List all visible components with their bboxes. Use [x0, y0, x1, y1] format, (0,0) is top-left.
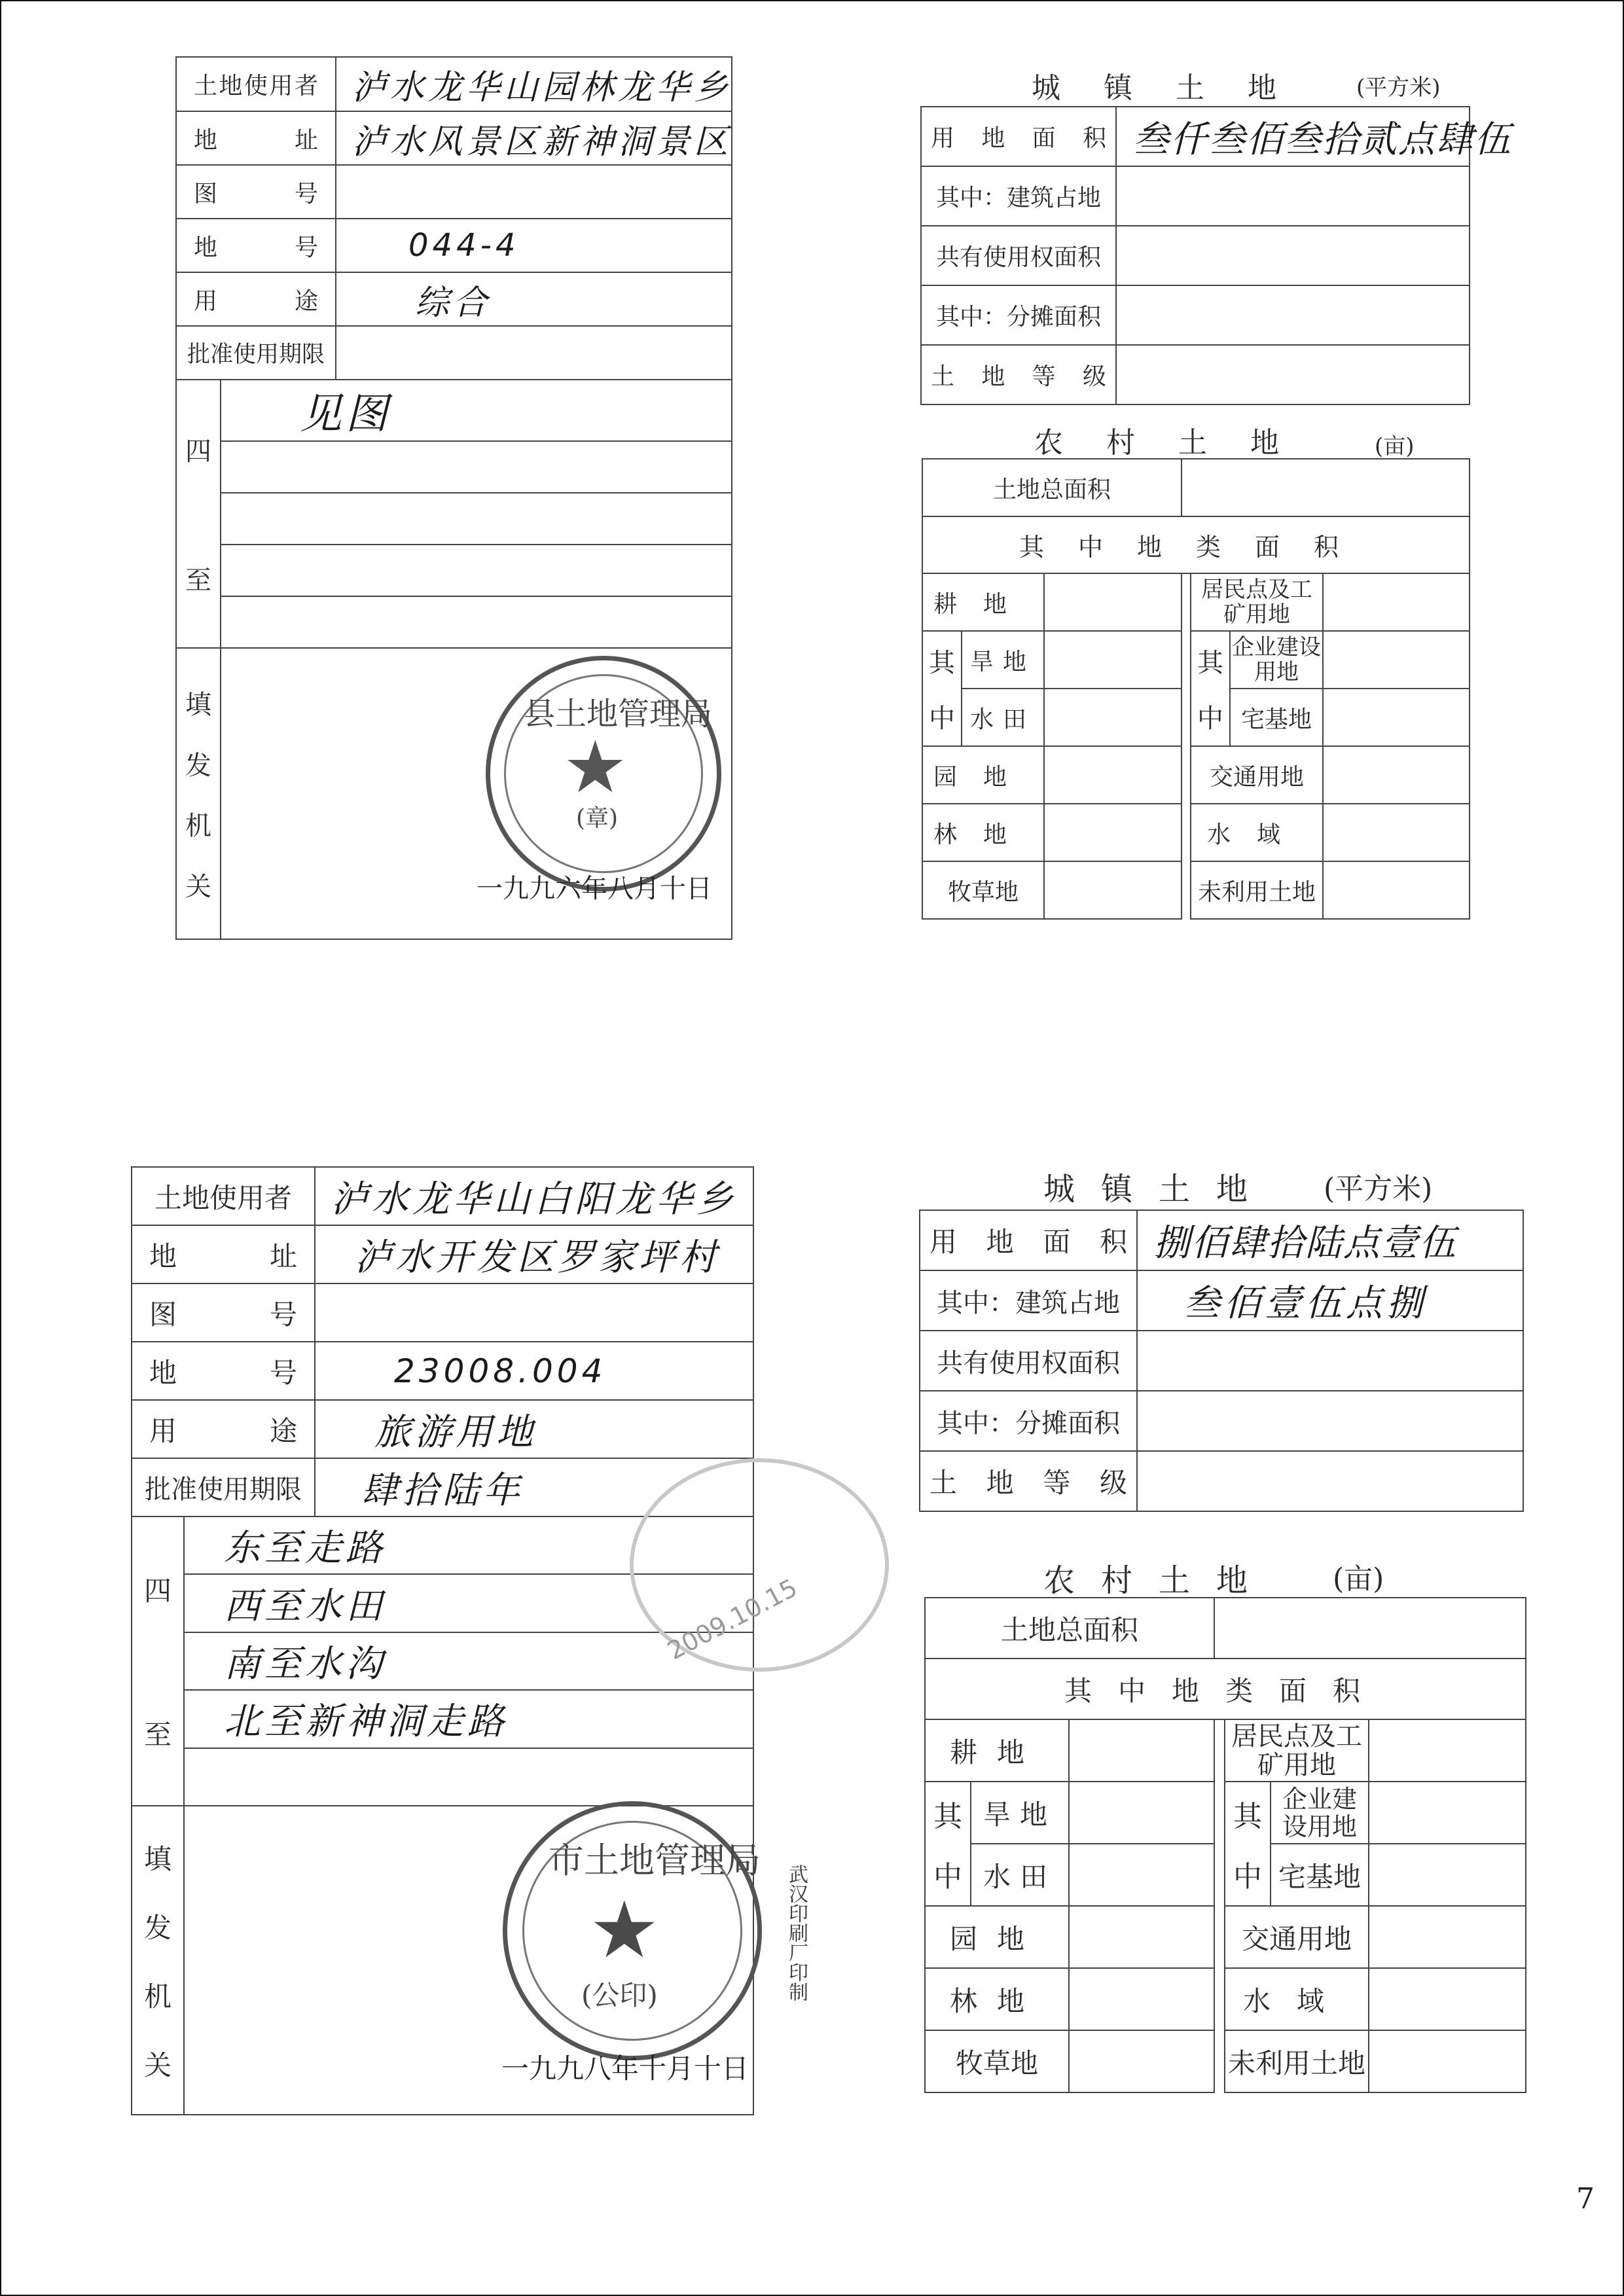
- form1-urban-row-2-label: 其中：建筑占地: [921, 166, 1116, 226]
- form1-urban-row-4-label: 其中：分摊面积: [921, 285, 1116, 345]
- form1-rural-pasture-label: 牧草地: [922, 861, 1044, 919]
- form1-address-value: 泸水风景区新神洞景区: [352, 122, 732, 162]
- form1-urban-row-5-label: 土地等级: [921, 345, 1116, 404]
- form2-rural-category-header: 其中地类面积: [925, 1659, 1526, 1719]
- form2-seal-text: 市土地管理局: [549, 1840, 761, 1881]
- form2-rural-total-label: 土地总面积: [925, 1598, 1214, 1659]
- form1-rural-grid: [922, 458, 1470, 920]
- form1-rural-unit: (亩): [1375, 433, 1415, 459]
- form1-rural-enterprise-label: 企业建设用地: [1230, 631, 1323, 689]
- form2-urban-title: 城镇土地: [1043, 1171, 1274, 1208]
- form1-rural-garden-label: 园地: [922, 746, 1044, 804]
- form2-rural-enterprise-value: [1369, 1782, 1526, 1844]
- form1-rural-divider: [1182, 573, 1191, 919]
- printer-credit: 武汉印刷厂印制: [785, 1864, 808, 2001]
- form1-lot-no-value: 044-4: [408, 227, 520, 264]
- form2-boundary-label: [132, 1516, 184, 1806]
- form1-urban-row-1-value: 叁仟叁佰叁拾贰点肆伍: [1132, 118, 1512, 161]
- form2-urban-table: [919, 1210, 1524, 1512]
- form1-boundary-char-1: 四: [185, 436, 211, 467]
- form1-rural-forest-value: [1044, 804, 1182, 861]
- form2-rural-title: 农村土地: [1043, 1562, 1274, 1599]
- form2-issue-date: 一九九八年十月十日: [501, 2053, 749, 2085]
- form2-urban-unit: (平方米): [1324, 1172, 1433, 1206]
- form1-boundary-label: [176, 380, 221, 648]
- form1-rural-title: 农村土地: [1034, 426, 1322, 459]
- form2-rural-unused-value: [1369, 2030, 1526, 2092]
- form2-rural-pasture-label: 牧草地: [925, 2030, 1069, 2092]
- form2-rural-residential-label: 居民点及工矿用地: [1225, 1719, 1369, 1782]
- form1-rural-water-label: 水域: [1191, 804, 1323, 861]
- form2-map-no-label: 图号: [132, 1283, 315, 1342]
- form2-rural-residential-value: [1369, 1719, 1526, 1782]
- form2-rural-right-qizhong: [1225, 1782, 1271, 1906]
- form2-urban-row-2-value: 叁佰壹伍点捌: [1183, 1282, 1427, 1325]
- form1-boundary-char-2: 至: [185, 565, 211, 596]
- form1-urban-table: [920, 106, 1512, 405]
- form1-rural-right-zhong: 中: [1197, 704, 1223, 734]
- form1-rural-homestead-value: [1323, 689, 1470, 746]
- form2-address-label: 地址: [132, 1225, 315, 1283]
- form2-rural-pasture-value: [1069, 2030, 1214, 2092]
- form1-seal-center: (章): [576, 805, 619, 832]
- form2-rural-cultivated-value: [1069, 1719, 1214, 1782]
- form2-rural-left-zhong: 中: [933, 1860, 962, 1894]
- form2-issuer-char-1: 填: [143, 1842, 171, 1875]
- form1-issue-date: 一九九六年八月十日: [477, 874, 712, 904]
- form2-period-value: 肆拾陆年: [361, 1469, 524, 1512]
- form1-rural-paddy-label: 水田: [962, 689, 1044, 746]
- form2-rural-divider: [1214, 1719, 1225, 2092]
- form1-issuer-char-1: 填: [185, 690, 211, 721]
- form1-rural-cultivated-value: [1044, 573, 1182, 631]
- form1-rural-residential-label: 居民点及工矿用地: [1191, 573, 1323, 631]
- form2-urban-row-5-label: 土地等级: [920, 1451, 1137, 1511]
- form2-boundary-char-2: 至: [143, 1719, 171, 1751]
- form1-issuer-label: [176, 648, 221, 939]
- form2-rural-right-zhong: 中: [1233, 1860, 1262, 1894]
- form1-urban-title: 城镇土地: [1032, 71, 1320, 105]
- form1-rural-pasture-value: [1044, 861, 1182, 919]
- form1-user-label: 土地使用者: [176, 57, 336, 111]
- form2-urban-row-4-label: 其中：分摊面积: [920, 1391, 1137, 1451]
- form1-user-value: 泸水龙华山园林龙华乡: [352, 68, 732, 107]
- form1-rural-residential-value: [1323, 573, 1470, 631]
- form2-rural-garden-label: 园地: [925, 1906, 1069, 1968]
- form1-rural-total-label: 土地总面积: [922, 459, 1182, 516]
- form1-address-label: 地址: [176, 111, 336, 165]
- form1-rural-forest-label: 林地: [922, 804, 1044, 861]
- form2-boundary-line-1: 东至走路: [224, 1527, 386, 1570]
- form1-boundary-line-1: 见图: [300, 390, 391, 439]
- form2-rural-homestead-value: [1369, 1844, 1526, 1906]
- form2-rural-paddy-label: 水田: [971, 1844, 1069, 1906]
- form1-rural-cultivated-label: 耕地: [922, 573, 1044, 631]
- page-number: 7: [1576, 2182, 1595, 2215]
- form2-rural-right-qi: 其: [1233, 1799, 1262, 1833]
- form2-urban-row-2-label: 其中：建筑占地: [920, 1270, 1137, 1331]
- form2-rural-grid: [924, 1597, 1526, 2093]
- form2-boundary-line-2: 西至水田: [224, 1585, 386, 1628]
- form2-period-label: 批准使用期限: [132, 1458, 315, 1516]
- form2-rural-garden-value: [1069, 1906, 1214, 1968]
- form2-rural-homestead-label: 宅基地: [1271, 1844, 1369, 1906]
- form2-rural-left-qizhong: [925, 1782, 971, 1906]
- form2-lot-no-value: 23008.004: [394, 1352, 607, 1390]
- form2-issuer-char-3: 机: [143, 1980, 171, 2013]
- form1-rural-right-qizhong: [1191, 631, 1230, 746]
- form2-address-value: 泸水开发区罗家坪村: [355, 1236, 721, 1279]
- form1-urban-row-3-label: 共有使用权面积: [921, 226, 1116, 285]
- form2-rural-dry-value: [1069, 1782, 1214, 1844]
- form1-rural-transport-value: [1323, 746, 1470, 804]
- form2-rural-transport-value: [1369, 1906, 1526, 1968]
- form2-use-value: 旅游用地: [374, 1410, 537, 1454]
- form2-rural-forest-value: [1069, 1968, 1214, 2030]
- form1-rural-dry-value: [1044, 631, 1182, 689]
- form2-boundary-line-3: 南至水沟: [224, 1642, 386, 1685]
- form2-lot-no-label: 地号: [132, 1342, 315, 1400]
- form1-rural-homestead-label: 宅基地: [1230, 689, 1323, 746]
- form2-issuer-char-2: 发: [143, 1911, 171, 1944]
- form1-map-no-label: 图号: [176, 165, 336, 219]
- form2-rural-paddy-value: [1069, 1844, 1214, 1906]
- form2-issuer-char-4: 关: [143, 2049, 171, 2081]
- form2-boundary-line-4: 北至新神洞走路: [224, 1700, 508, 1744]
- form1-seal-text: 县土地管理局: [524, 696, 713, 732]
- form2-rural-left-qi: 其: [933, 1799, 962, 1833]
- form1-issuer-char-4: 关: [185, 871, 211, 902]
- form2-rural-cultivated-label: 耕地: [925, 1719, 1069, 1782]
- form1-rural-left-qi: 其: [929, 648, 955, 678]
- form2-rural-unit: (亩): [1333, 1562, 1384, 1596]
- form2-seal-center: (公印): [581, 1979, 658, 2011]
- form1-rural-unused-label: 未利用土地: [1191, 861, 1323, 919]
- form1-rural-total-value: [1182, 459, 1470, 516]
- form1-urban-row-1-label: 用地面积: [921, 107, 1116, 166]
- form2-boundary-char-1: 四: [143, 1575, 171, 1607]
- form1-use-label: 用途: [176, 272, 336, 326]
- form1-rural-dry-label: 旱地: [962, 631, 1044, 689]
- form2-rural-total-value: [1214, 1598, 1526, 1659]
- form1-period-label: 批准使用期限: [176, 326, 336, 380]
- form1-use-value: 综合: [415, 283, 492, 323]
- form2-faded-seal-date: 2009.10.15: [662, 1573, 803, 1666]
- form2-issuer-label: [132, 1806, 184, 2115]
- form2-urban-row-1-value: 捌佰肆拾陆点壹伍: [1153, 1222, 1457, 1265]
- form2-user-label: 土地使用者: [132, 1167, 315, 1225]
- form2-rural-dry-label: 旱地: [971, 1782, 1069, 1844]
- form1-issuer-char-2: 发: [185, 750, 211, 781]
- form1-rural-unused-value: [1323, 861, 1470, 919]
- form1-rural-left-qizhong: [922, 631, 962, 746]
- form2-user-value: 泸水龙华山白阳龙华乡: [331, 1177, 738, 1221]
- form1-rural-enterprise-value: [1323, 631, 1470, 689]
- form1-rural-left-zhong: 中: [929, 704, 955, 734]
- form2-rural-water-value: [1369, 1968, 1526, 2030]
- form1-seal-star-icon: ★: [563, 725, 628, 809]
- form1-rural-category-header: 其中地类面积: [922, 516, 1470, 573]
- form2-rural-water-label: 水域: [1225, 1968, 1369, 2030]
- form1-rural-paddy-value: [1044, 689, 1182, 746]
- form1-rural-garden-value: [1044, 746, 1182, 804]
- form2-rural-unused-label: 未利用土地: [1225, 2030, 1369, 2092]
- form1-issuer-char-3: 机: [185, 811, 211, 842]
- form2-rural-transport-label: 交通用地: [1225, 1906, 1369, 1968]
- form2-use-label: 用途: [132, 1400, 315, 1458]
- form1-rural-transport-label: 交通用地: [1191, 746, 1323, 804]
- form2-rural-forest-label: 林地: [925, 1968, 1069, 2030]
- form2-rural-enterprise-label: 企业建设用地: [1271, 1782, 1369, 1844]
- form2-urban-row-3-label: 共有使用权面积: [920, 1331, 1137, 1391]
- form2-seal-star-icon: ★: [589, 1885, 660, 1976]
- form1-rural-water-value: [1323, 804, 1470, 861]
- form2-urban-row-1-label: 用地面积: [920, 1210, 1137, 1270]
- form1-urban-unit: (平方米): [1356, 75, 1441, 101]
- form1-rural-right-qi: 其: [1197, 648, 1223, 678]
- form1-lot-no-label: 地号: [176, 219, 336, 272]
